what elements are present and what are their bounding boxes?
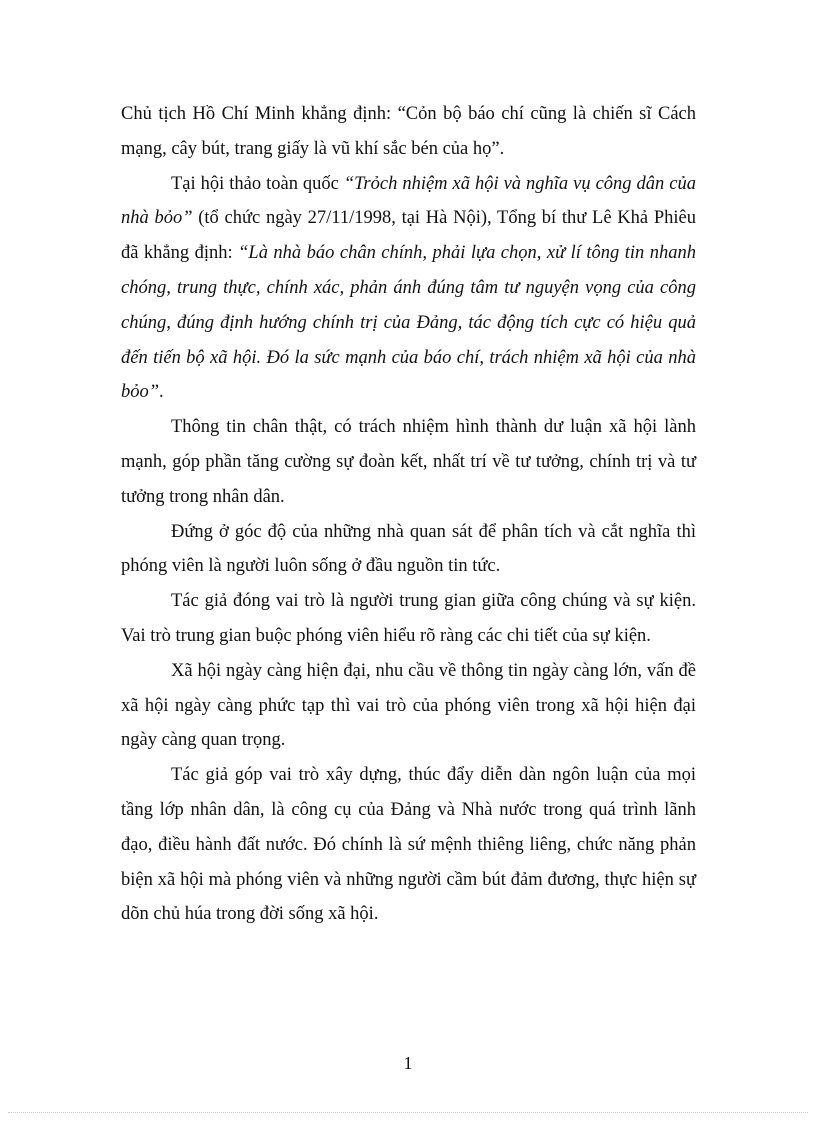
paragraph-text: Tác giả góp vai trò xây dựng, thúc đẩy diễn dàn ngôn luận của mọi tầng lớp nhân dân, là công cụ của Đảng và Nhà nước trong quá trình lãnh đạo, điều hành đất nước. Đó chính là sứ mệnh thiêng liêng, chức năng phản biện xã hội mà phóng viên và những người cầm bút đảm đương, thực hiện sự dõn chủ húa trong đời sống xã hội. [121, 765, 696, 925]
paragraph-text: . [159, 382, 164, 403]
paragraph-2 [121, 167, 696, 411]
page-bottom-divider [8, 1112, 808, 1113]
page-number: 1 [403, 1053, 413, 1073]
paragraph-6 [121, 654, 696, 758]
paragraph-text: Thông tin chân thật, có trách nhiệm hình thành dư luận xã hội lành mạnh, góp phần tăng cường sự đoàn kết, nhất trí về tư tưởng, chính trị và tư tưởng trong nhân dân. [121, 417, 696, 507]
body-text [121, 97, 696, 932]
paragraph-4 [121, 515, 696, 585]
paragraph-text: Đứng ở góc độ của những nhà quan sát để phân tích và cắt nghĩa thì phóng viên là người luôn sống ở đầu nguồn tin tức. [121, 521, 696, 577]
paragraph-text: Xã hội ngày càng hiện đại, nhu cầu về thông tin ngày càng lớn, vấn đề xã hội ngày càng phức tạp thì vai trò của phóng viên trong xã hội hiện đại ngày càng quan trọng. [121, 660, 696, 751]
paragraph-text: Chủ tịch Hồ Chí Minh khẳng định: “Cỏn bộ báo chí cũng là chiến sĩ Cách mạng, cây bút, trang giấy là vũ khí sắc bén của họ”. [121, 104, 696, 159]
paragraph-7 [121, 758, 696, 932]
le-kha-phieu-quote: “Là nhà báo chân chính, phải lựa chọn, xử lí tông tin nhanh chóng, trung thực, chính xác, phản ánh đúng tâm tư nguyện vọng của công chúng, đúng định hướng chính trị của Đảng, tác động tích cực có hiệu quả đến tiến bộ xã hội. Đó la sức mạnh của báo chí, trách nhiệm xã hội của nhà bỏo” [121, 243, 696, 403]
paragraph-3 [121, 410, 696, 514]
paragraph-text: (tổ chức ngày 27/11/1998, tại Hà Nội), Tổng bí thư Lê Khả Phiêu đã khẳng định: [121, 208, 696, 264]
paragraph-5 [121, 584, 696, 654]
conference-title-quote: “Trỏch nhiệm xã hội và nghĩa vụ công dân của nhà bỏo” [121, 173, 696, 229]
paragraph-text: Tại hội thảo toàn quốc [171, 173, 344, 194]
paragraph-text: Tác giả đóng vai trò là người trung gian giữa công chúng và sự kiện. Vai trò trung gian buộc phóng viên hiểu rõ ràng các chi tiết của sự kiện. [121, 591, 696, 646]
paragraph-1 [121, 97, 696, 167]
